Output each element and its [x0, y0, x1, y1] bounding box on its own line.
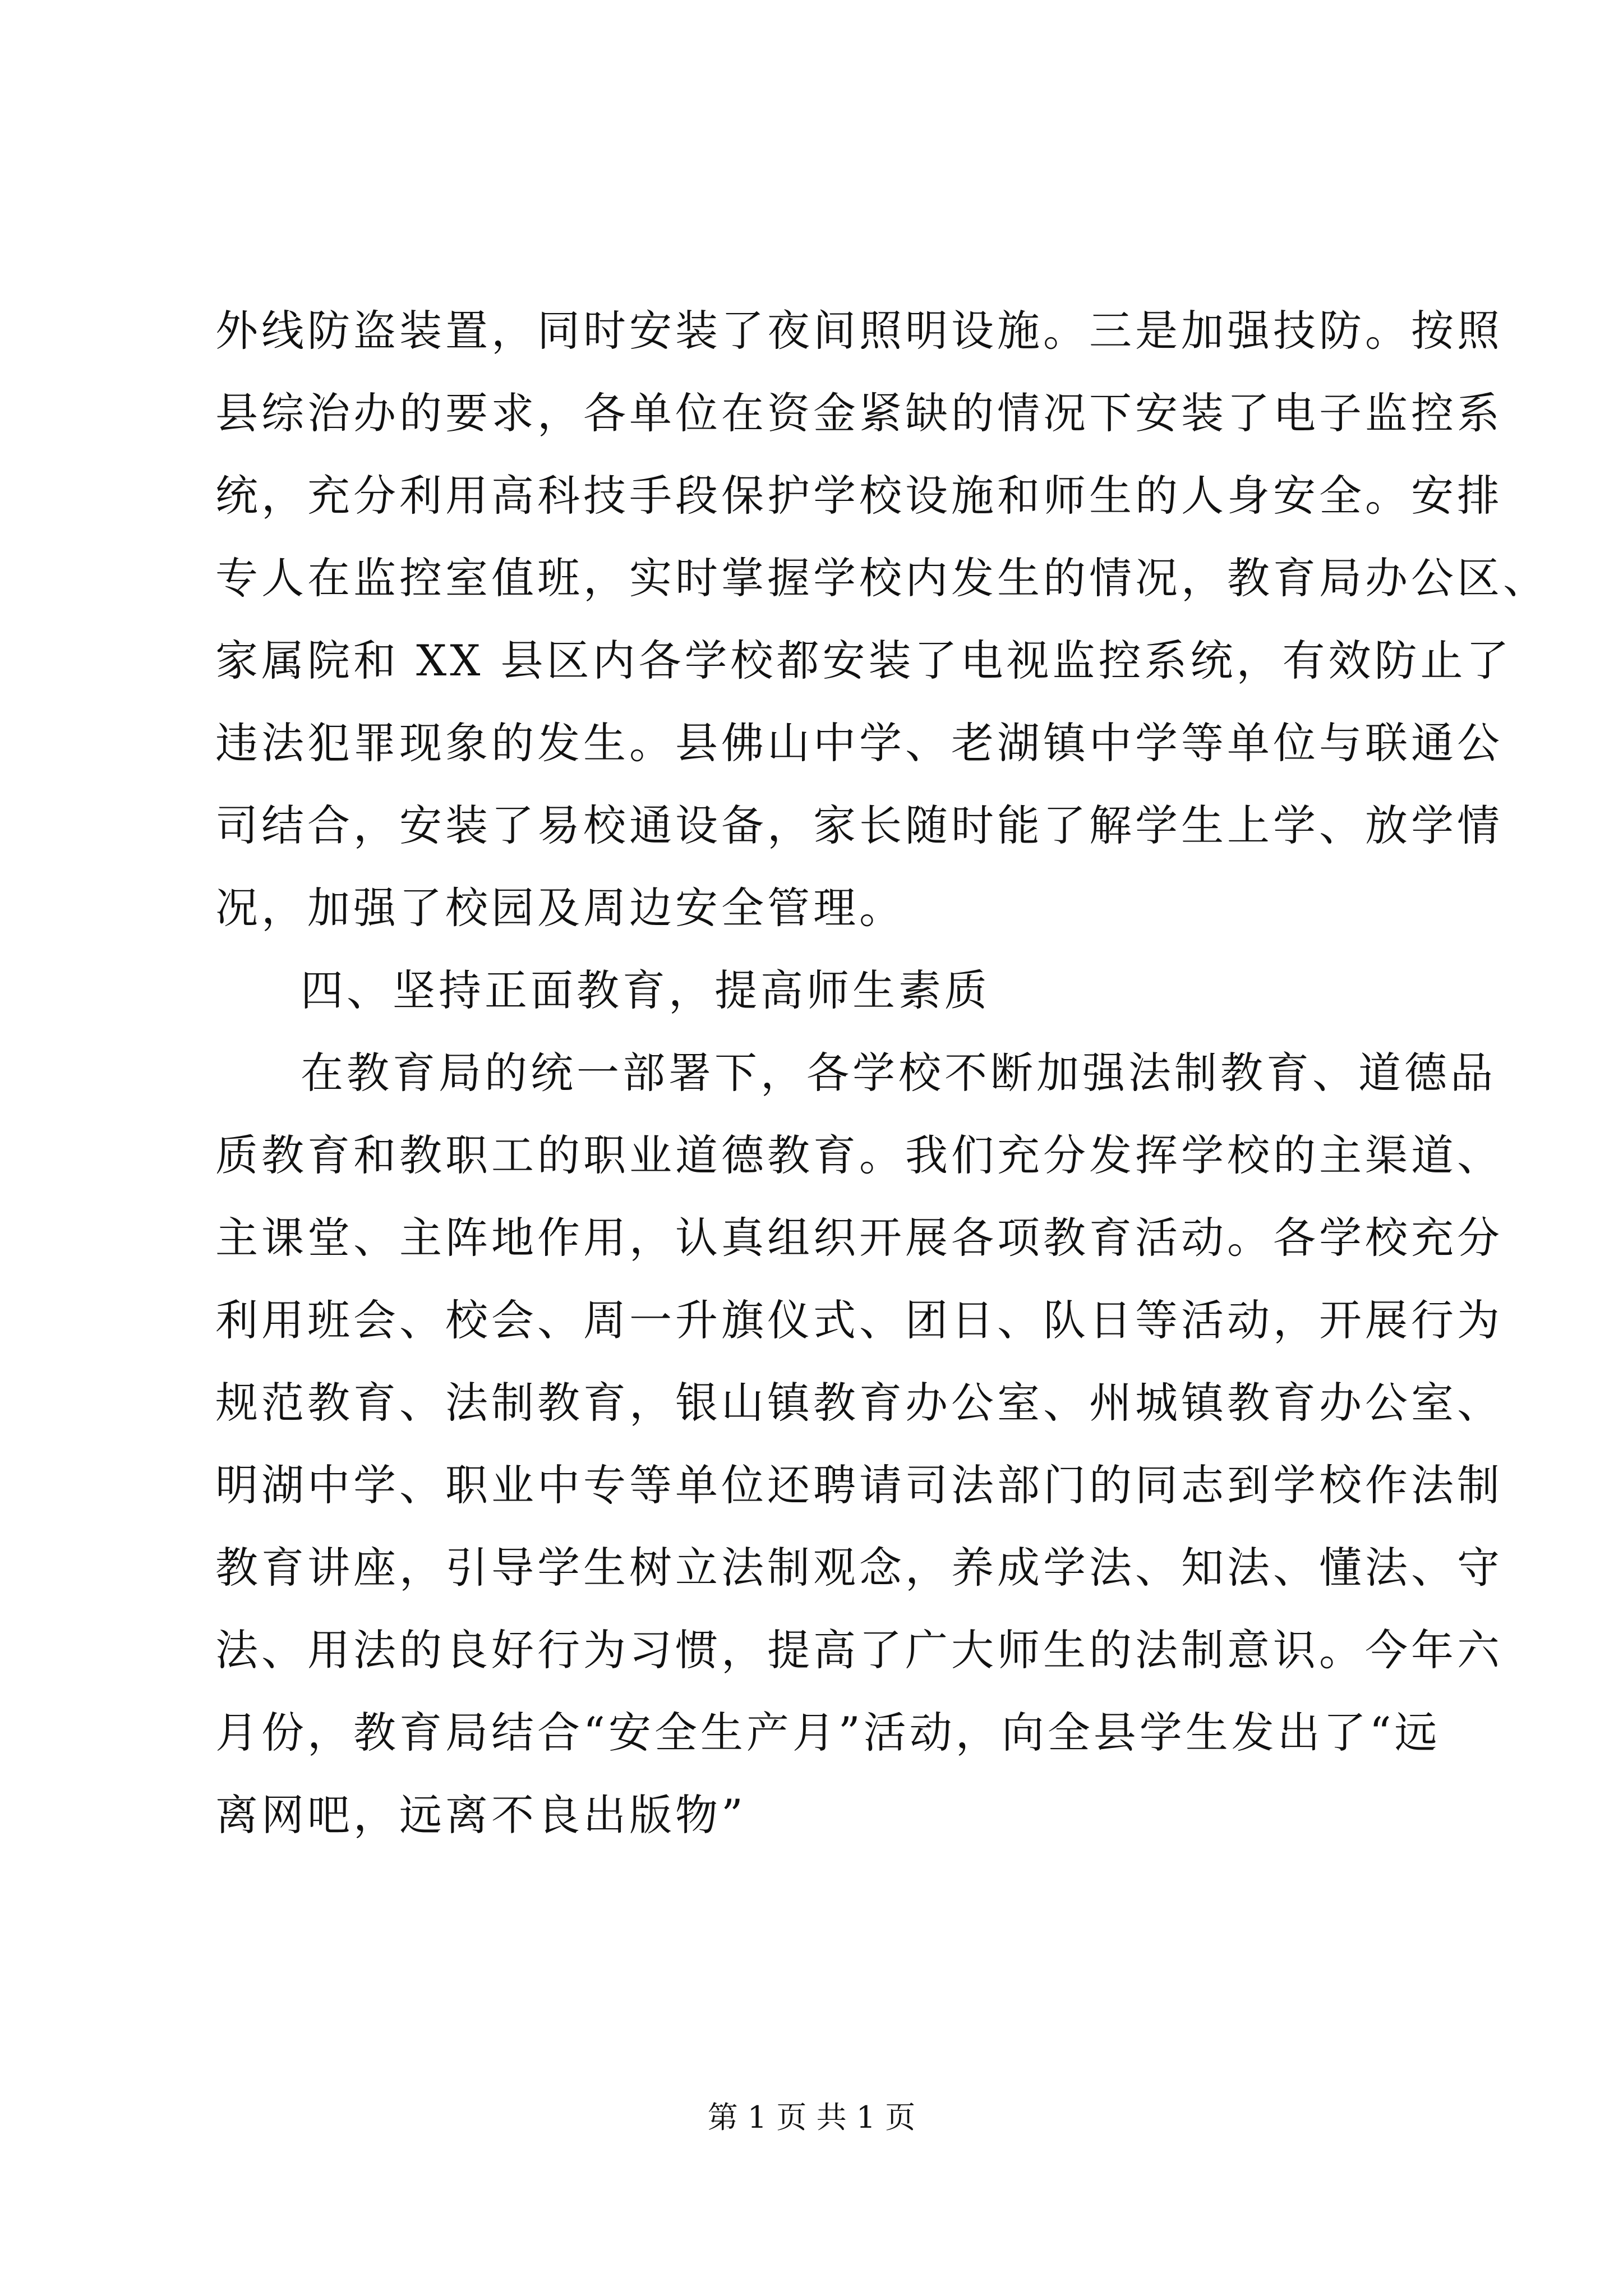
text-line: 明湖中学、职业中专等单位还聘请司法部门的同志到学校作法制: [215, 1460, 1503, 1510]
text-line: 教育讲座，引导学生树立法制观念，养成学法、知法、懂法、守: [215, 1543, 1503, 1593]
text-line: 违法犯罪现象的发生。县佛山中学、老湖镇中学等单位与联通公: [215, 718, 1503, 768]
text-line: 四、坚持正面教育，提高师生素质: [301, 965, 990, 1015]
document-body: [215, 289, 1549, 1856]
text-line: 专人在监控室值班，实时掌握学校内发生的情况，教育局办公区、: [215, 553, 1549, 603]
text-line: 司结合，安装了易校通设备，家长随时能了解学生上学、放学情: [215, 800, 1503, 850]
text-line: 法、用法的良好行为习惯，提高了广大师生的法制意识。今年六: [215, 1625, 1503, 1675]
text-line: 利用班会、校会、周一升旗仪式、团日、队日等活动，开展行为: [215, 1295, 1503, 1345]
text-line: 主课堂、主阵地作用，认真组织开展各项教育活动。各学校充分: [215, 1213, 1503, 1263]
text-line: 离网吧，远离不良出版物”: [215, 1790, 746, 1840]
page-footer: 第 1 页 共 1 页: [707, 2100, 916, 2135]
text-line: 质教育和教职工的职业道德教育。我们充分发挥学校的主渠道、: [215, 1130, 1503, 1180]
text-line: 外线防盗装置，同时安装了夜间照明设施。三是加强技防。按照: [215, 306, 1503, 356]
text-line: 规范教育、法制教育，银山镇教育办公室、州城镇教育办公室、: [215, 1378, 1503, 1428]
text-line: 况，加强了校园及周边安全管理。: [215, 883, 905, 933]
text-line: 月份，教育局结合“安全生产月”活动，向全县学生发出了“远: [215, 1708, 1441, 1757]
text-line: 县综治办的要求，各单位在资金紧缺的情况下安装了电子监控系: [215, 388, 1503, 438]
text-line: 统，充分利用高科技手段保护学校设施和师生的人身安全。安排: [215, 471, 1503, 521]
text-line: 在教育局的统一部署下，各学校不断加强法制教育、道德品: [301, 1048, 1496, 1098]
text-line: 家属院和 XX 县区内各学校都安装了电视监控系统，有效防止了: [215, 636, 1513, 685]
